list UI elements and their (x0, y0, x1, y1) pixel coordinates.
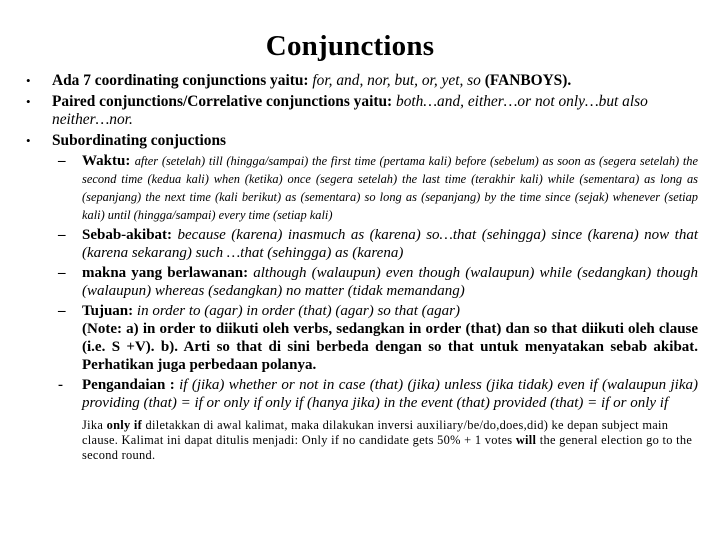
correlative-label: Paired conjunctions/Correlative conjunctions yaitu: (52, 93, 393, 110)
pengandaian-label: Pengandaian : (82, 377, 175, 393)
makna-label: makna yang berlawanan: (82, 265, 249, 281)
sub-item-waktu (26, 152, 698, 224)
bullet-correlative (26, 93, 698, 129)
dash-icon: – (58, 265, 66, 281)
waktu-text: after (setelah) till (hingga/sampai) the first time (pertama kali) before (sebelum) as soon as (segera setelah) the second time (kedua kali) when (ketika) once (segera setelah) the last time (terakhir kali) while (sementara) as long as (sepanjang) the next time (kali berikut) as (sementara) so long as (sepanjang) by the time since (sejak) whenever (setiap kali) until (hingga/sampai) every time (setiap kali) (82, 154, 698, 222)
coordinating-list: for, and, nor, but, or, yet, so (312, 72, 481, 89)
jika-note: Jika only if diletakkan di awal kalimat, maka dilakukan inversi auxiliary/be/do,does,did) ke depan subject main clause. Kalimat ini dapat ditulis menjadi: Only if no candidate gets 50% + 1 votes will the general election go to the second round. (82, 418, 693, 462)
dash-icon: – (58, 227, 66, 243)
bullet-dot-icon: • (26, 94, 31, 109)
waktu-label: Waktu: (82, 153, 131, 169)
sebab-label: Sebab-akibat: (82, 227, 173, 243)
tujuan-note: (Note: a) in order to diikuti oleh verbs, sedangkan in order (that) dan so that diikuti oleh clause (i.e. S +V). b). Arti so that di sini berbeda dengan so that untuk menyatakan sebab akibat. Perhatikan juga perbedaan polanya. (82, 321, 699, 373)
slide-content (26, 72, 698, 463)
makna-text: although (walaupun) even though (walaupun) while (sedangkan) though (walaupun) whereas (sedangkan) no matter (tidak memandang) (82, 265, 699, 299)
slide-title: Conjunctions (265, 30, 435, 62)
coordinating-suffix: (FANBOYS). (484, 72, 572, 89)
tujuan-text: in order to (agar) in order (that) (agar) so that (agar) (136, 303, 460, 319)
tujuan-label: Tujuan: (82, 303, 134, 319)
pengandaian-text: if (jika) whether or not in case (that) (jika) unless (jika tidak) even if (walaupun jika) providing (that) = if or only if only if (hanya jika) in the event (that) provided (that) = if or only if (82, 377, 699, 411)
bullet-coordinating (26, 72, 698, 90)
dash-icon: – (58, 303, 66, 319)
subordinating-list (26, 152, 698, 412)
dash-icon: – (58, 153, 66, 169)
coordinating-label: Ada 7 coordinating conjunctions yaitu: (52, 72, 309, 89)
sub-item-sebab (26, 226, 698, 262)
correlative-list: both…and, either…or not only…but also neither…nor. (52, 93, 648, 128)
sub-item-makna (26, 264, 698, 300)
subordinating-label: Subordinating conjuctions (52, 132, 227, 149)
sebab-text: because (karena) inasmuch as (karena) so…that (sehingga) since (karena) now that (karena sekarang) such …that (sehingga) as (karena) (82, 227, 698, 261)
sub-item-tujuan (26, 302, 698, 374)
bullet-dot-icon: • (26, 133, 31, 148)
sub-item-pengandaian (26, 376, 698, 412)
hyphen-icon: - (58, 377, 63, 393)
bullet-dot-icon: • (26, 73, 31, 88)
bullet-subordinating (26, 132, 698, 150)
